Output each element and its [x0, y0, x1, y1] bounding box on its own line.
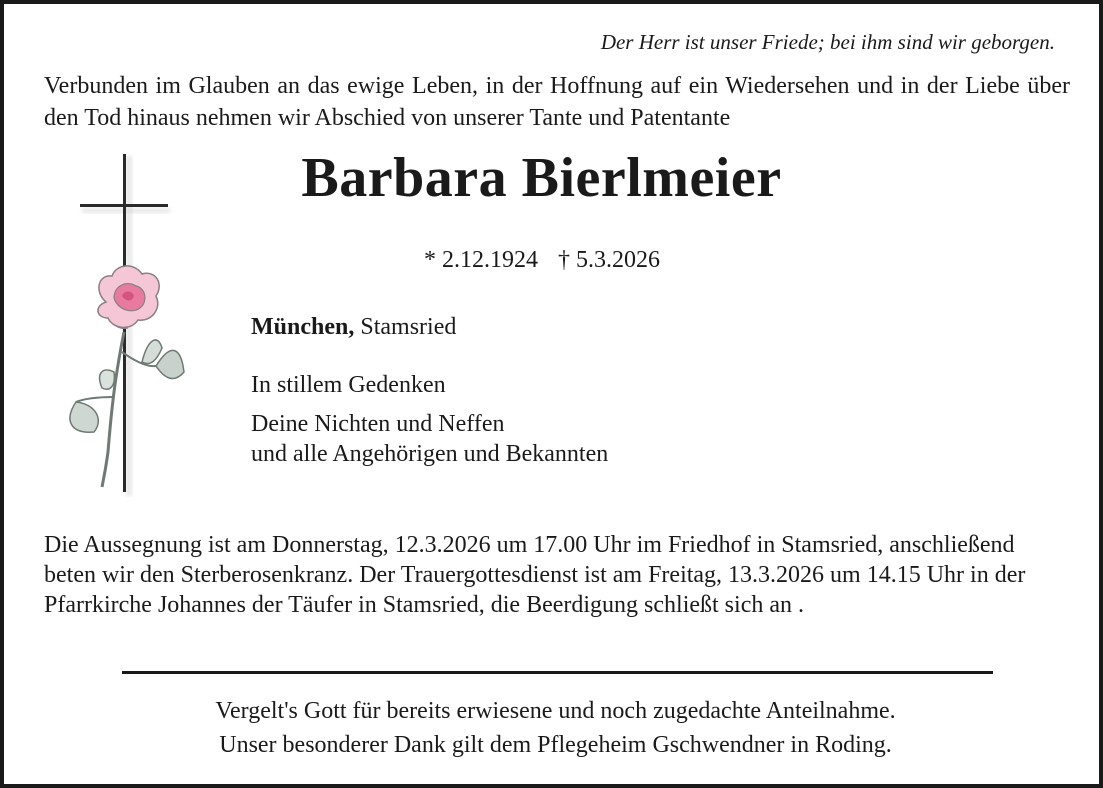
mourners [251, 409, 608, 469]
scripture-motto: Der Herr ist unser Friede; bei ihm sind wir geborgen. [600, 30, 1055, 54]
intro-text: Verbunden im Glauben an das ewige Leben, in der Hoffnung auf ein Wiedersehen und in der Liebe über den Tod hinaus nehmen wir Abschied von unserer Tante und Patentante [44, 73, 1070, 131]
life-dates [424, 247, 660, 274]
divider-line [122, 671, 993, 674]
thanks-line-1: Vergelt's Gott für bereits erwiesene und noch zugedachte Anteilnahme. [215, 698, 896, 724]
thanks-line-2: Unser besonderer Dank gilt dem Pflegeheim Gschwendner in Roding. [219, 732, 892, 758]
mourners-line-1: Deine Nichten und Neffen [251, 411, 505, 437]
deceased-name: Barbara Bierlmeier [301, 147, 782, 209]
death-date: † 5.3.2026 [558, 247, 660, 273]
mourning-line: In stillem Gedenken [251, 372, 446, 398]
place-primary: München, [251, 314, 355, 340]
service-information: Die Aussegnung ist am Donnerstag, 12.3.2026 um 17.00 Uhr im Friedhof in Stamsried, anschließend beten wir den Sterberosenkranz. Der Trauergottesdienst ist am Freitag, 13.3.2026 um 14.15 Uhr in der Pfarrkirche Johannes der Täufer in Stamsried, die Beerdigung schließt sich an . [44, 532, 1026, 618]
place-secondary: Stamsried [360, 314, 457, 340]
places [251, 314, 456, 341]
thanks-block [4, 694, 1103, 762]
birth-date: * 2.12.1924 [424, 247, 538, 273]
mourners-line-2: und alle Angehörigen und Bekannten [251, 441, 609, 467]
